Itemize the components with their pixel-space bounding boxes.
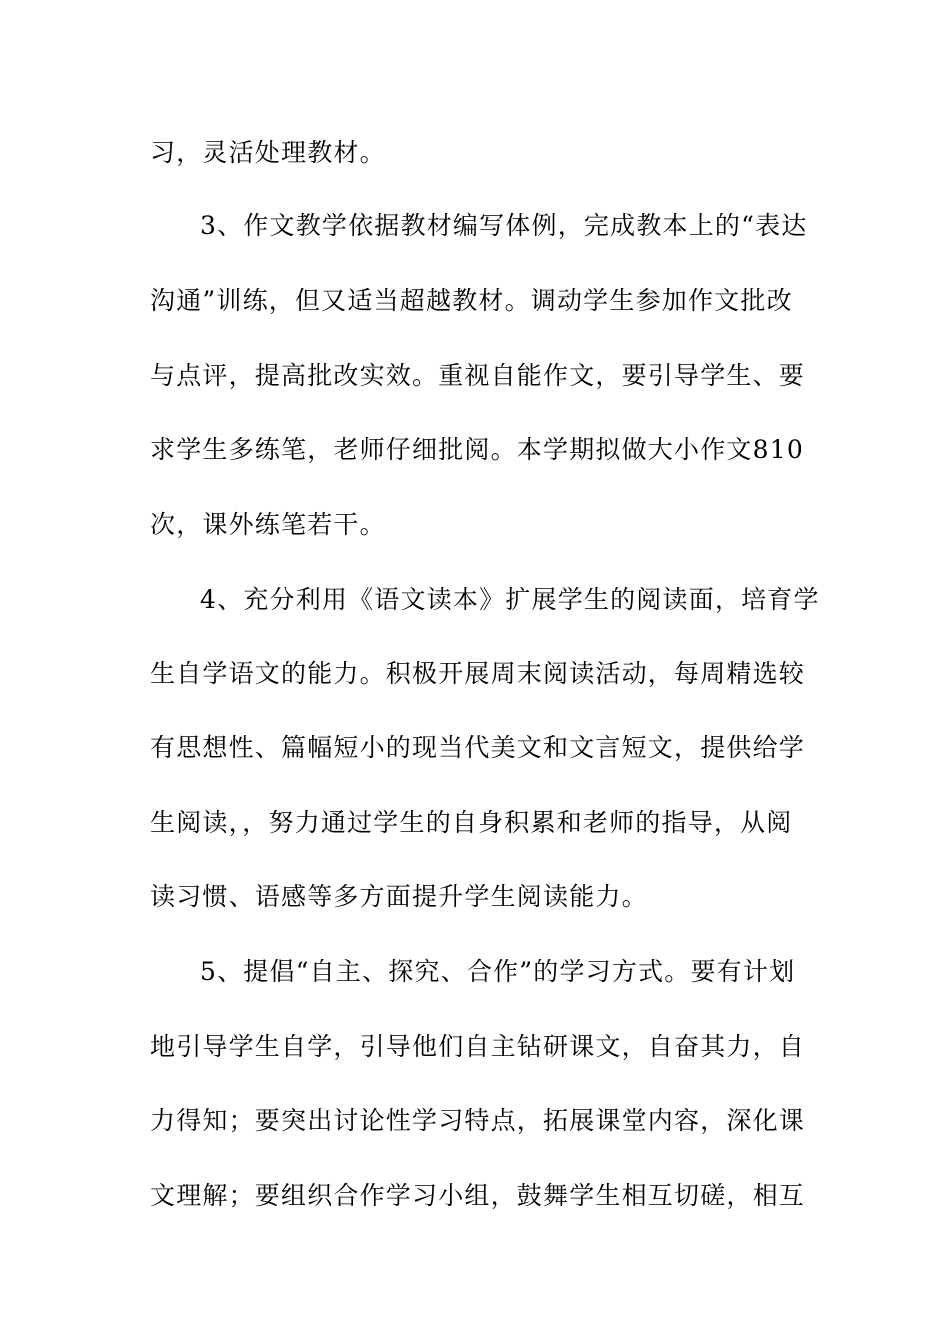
paragraph-3-line-4: 求学生多练笔，老师仔细批阅。本学期拟做大小作文810 xyxy=(150,435,804,464)
paragraph-5-line-4: 文理解；要组织合作学习小组，鼓舞学生相互切磋，相互 xyxy=(150,1181,806,1210)
paragraph-3-line-5: 次，课外练笔若干。 xyxy=(150,510,386,539)
paragraph-4-line-3: 有思想性、篇幅短小的现当代美文和文言短文，提供给学 xyxy=(150,733,806,762)
paragraph-3-line-3: 与点评，提高批改实效。重视自能作文，要引导学生、要 xyxy=(150,361,806,390)
paragraph-4-line-1: 4、充分利用《语文读本》扩展学生的阅读面，培育学 xyxy=(200,585,820,614)
paragraph-4-line-2: 生自学语文的能力。积极开展周末阅读活动，每周精选较 xyxy=(150,659,806,688)
text-line-1: 习，灵活处理教材。 xyxy=(150,138,386,167)
paragraph-5-line-1: 5、提倡“自主、探究、合作”的学习方式。要有计划 xyxy=(200,957,796,986)
paragraph-4-line-4: 生阅读，，努力通过学生的自身积累和老师的指导，从阅 xyxy=(150,808,793,837)
paragraph-3-line-1: 3、作文教学依据教材编写体例，完成教本上的“表达 xyxy=(200,211,808,240)
paragraph-4-line-5: 读习惯、语感等多方面提升学生阅读能力。 xyxy=(150,882,648,911)
paragraph-5-line-3: 力得知；要突出讨论性学习特点，拓展课堂内容，深化课 xyxy=(150,1106,806,1135)
paragraph-5-line-2: 地引导学生自学，引导他们自主钻研课文，自奋其力，自 xyxy=(150,1032,806,1061)
paragraph-3-line-2: 沟通”训练，但又适当超越教材。调动学生参加作文批改 xyxy=(150,286,793,315)
